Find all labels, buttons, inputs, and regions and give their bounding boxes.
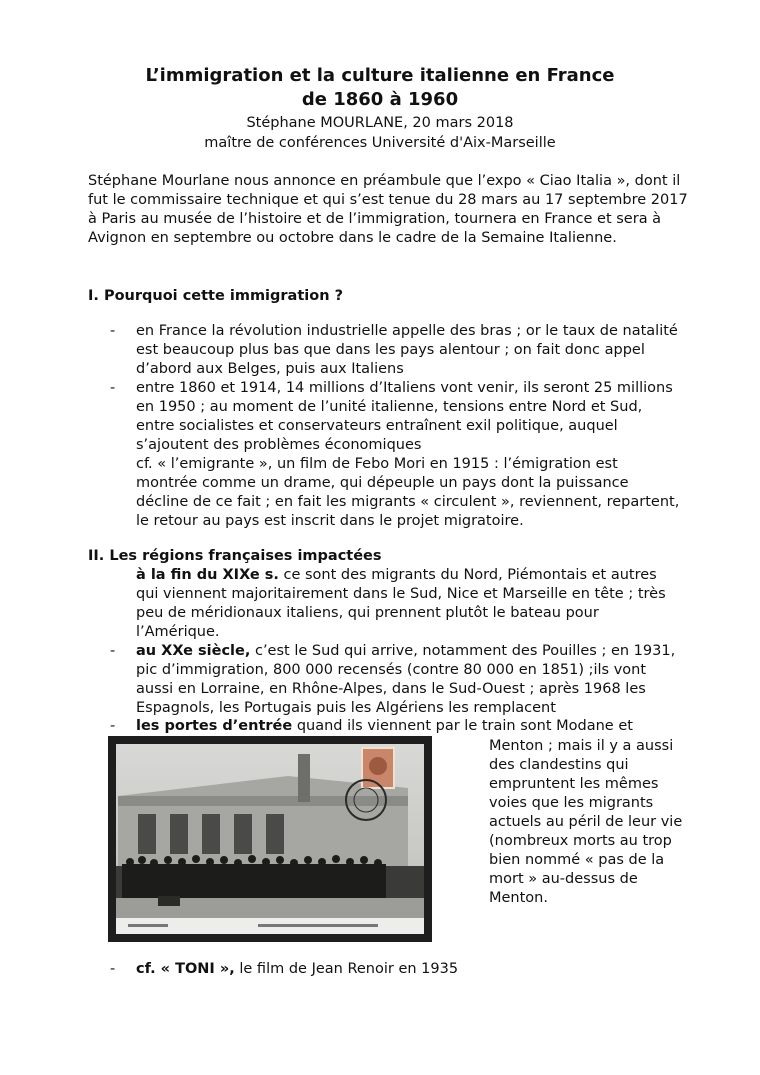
section2-item-1 [136, 566, 682, 642]
section2-item-4-text: le film de Jean Renoir en 1935 [234, 961, 459, 977]
section2-item-1-text: ce sont des migrants du Nord, Piémontais et autres qui viennent majoritairement dans le Sud, Nice et Marseille en tête ; très peu de méridionaux italiens, qui prennent plutôt le bateau pour l’Amérique. [136, 567, 666, 640]
section2-item-3-text: quand ils viennent par le train sont Modane et [292, 718, 633, 734]
section2-item-3-label: les portes d’entrée [136, 718, 293, 734]
section2-item-4 [136, 960, 682, 979]
vintage-postcard-photo-icon [108, 736, 432, 942]
section2-item-2-label: au XXe siècle, [136, 643, 251, 659]
document-title-line2: de 1860 à 1960 [301, 89, 459, 110]
author-line: Stéphane MOURLANE, 20 mars 2018 [246, 115, 514, 131]
section2-item-2-text: c’est le Sud qui arrive, notamment des Pouilles ; en 1931, pic d’immigration, 800 000 recensés (contre 80 000 en 1851) ;ils vont aussi en Lorraine, en Rhône-Alpes, dans le Sud-Ouest ; après 1968 les Espagnols, les Portugais puis les Algériens les remplacent [136, 643, 676, 716]
section1-heading: I. Pourquoi cette immigration ? [88, 288, 343, 304]
section1-item-1: en France la révolution industrielle appelle des bras ; or le taux de natalité est beaucoup plus bas que dans les pays alentour ; on fait donc appel d’abord aux Belges, puis aux Italiens [136, 323, 678, 377]
section2-heading: II. Les régions françaises impactées [88, 548, 382, 564]
role-line: maître de conférences Université d'Aix-Marseille [204, 135, 556, 151]
section1-item-2: entre 1860 et 1914, 14 millions d’Italiens vont venir, ils seront 25 millions en 1950 ; au moment de l’unité italienne, tensions entre Nord et Sud, entre socialistes et conservateurs entraînent exil politique, auquel s’ajoutent des problèmes économiques [136, 380, 673, 453]
intro-paragraph: Stéphane Mourlane nous annonce en préambule que l’expo « Ciao Italia », dont il fut le commissaire technique et qui s’est tenue du 28 mars au 17 septembre 2017 à Paris au musée de l’histoire et de l’immigration, tournera en France et sera à Avignon en septembre ou octobre dans le cadre de la Semaine Italienne. [88, 173, 688, 246]
document-title-line1: L’immigration et la culture italienne en France [145, 65, 615, 86]
section1-item-3: cf. « l’emigrante », un film de Febo Mori en 1915 : l’émigration est montrée comme un drame, qui dépeuple un pays dont la puissance décline de ce fait ; en fait les migrants « circulent », reviennent, repartent, le retour au pays est inscrit dans le projet migratoire. [136, 456, 680, 529]
bullet-marker: - [110, 380, 116, 396]
bullet-marker: - [110, 718, 116, 734]
section2-item-4-label: cf. « TONI », [136, 961, 235, 977]
section2-item-2 [136, 642, 682, 718]
bullet-marker: - [110, 323, 116, 339]
section2-item-3 [136, 717, 682, 736]
bullet-marker: - [110, 643, 116, 659]
bullet-marker: - [110, 961, 116, 977]
section2-item-3-continued: Menton ; mais il y a aussi des clandestins qui empruntent les mêmes voies que les migrants actuels au péril de leur vie (nombreux morts au trop bien nommé « pas de la mort » au-dessus de Menton. [489, 738, 683, 906]
modane-station-photo [108, 736, 432, 942]
section2-item-1-label: à la fin du XIXe s. [136, 567, 279, 583]
